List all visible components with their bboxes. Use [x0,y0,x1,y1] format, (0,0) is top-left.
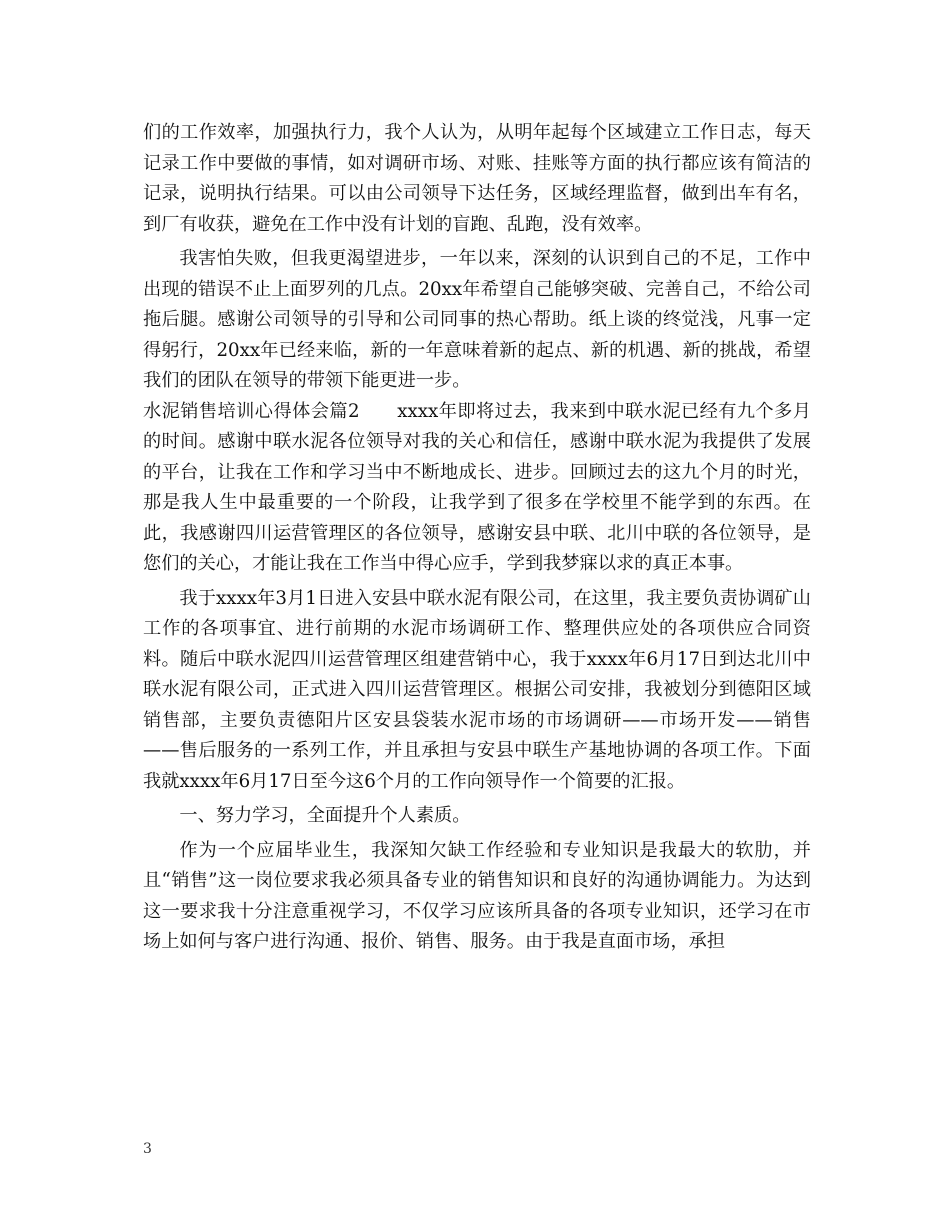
paragraph-heading-study: 一、努力学习，全面提升个人素质。 [179,805,471,826]
paragraph-continuation: 们的工作效率，加强执行力，我个人认为，从明年起每个区域建立工作日志，每天记录工作中要做的事情，如对调研市场、对账、挂账等方面的执行都应该有简洁的记录，说明执行结果。可以由公司领导下达任务，区域经理监督，做到出车有名，到厂有收获，避免在工作中没有计划的盲跑、乱跑，没有效率。 [143,122,811,235]
paragraph-study-detail: 作为一个应届毕业生，我深知欠缺工作经验和专业知识是我最大的软肋，并且“销售”这一岗位要求我必须具备专业的销售知识和良好的沟通协调能力。为达到这一要求我十分注意重视学习，不仅学习应该所具备的各项专业知识，还学习在市场上如何与客户进行沟通、报价、销售、服务。由于我是直面市场，承担 [143,839,811,952]
body-text [143,118,811,958]
paragraph-work-history: 我于xxxx年3月1日进入安县中联水泥有限公司，在这里，我主要负责协调矿山工作的各项事宜、进行前期的水泥市场调研工作、整理供应处的各项供应合同资料。随后中联水泥四川运营管理区组建营销中心，我于xxxx年6月17日到达北川中联水泥有限公司，正式进入四川运营管理区。根据公司安排，我被划分到德阳区域销售部，主要负责德阳片区安县袋装水泥市场的市场调研——市场开发——销售——售后服务的一系列工作，并且承担与安县中联生产基地协调的各项工作。下面我就xxxx年6月17日至今这6个月的工作向领导作一个简要的汇报。 [143,587,811,792]
paragraph-reflection: 我害怕失败，但我更渴望进步，一年以来，深刻的认识到自己的不足，工作中出现的错误不止上面罗列的几点。20xx年希望自己能够突破、完善自己，不给公司拖后腿。感谢公司领导的引导和公司同事的热心帮助。纸上谈的终觉浅，凡事一定得躬行，20xx年已经来临，新的一年意味着新的起点、新的机遇、新的挑战，希望我们的团队在领导的带领下能更进一步。 [143,248,811,391]
page-number: 3 [143,1141,152,1157]
paragraph-section-2-intro: 水泥销售培训心得体会篇2 xxxx年即将过去，我来到中联水泥已经有九个多月的时间。感谢中联水泥各位领导对我的关心和信任，感谢中联水泥为我提供了发展的平台，让我在工作和学习当中不断地成长、进步。回顾过去的这九个月的时光，那是我人生中最重要的一个阶段，让我学到了很多在学校里不能学到的东西。在此，我感谢四川运营管理区的各位领导，感谢安县中联、北川中联的各位领导，是您们的关心，才能让我在工作当中得心应手，学到我梦寐以求的真正本事。 [143,400,811,574]
